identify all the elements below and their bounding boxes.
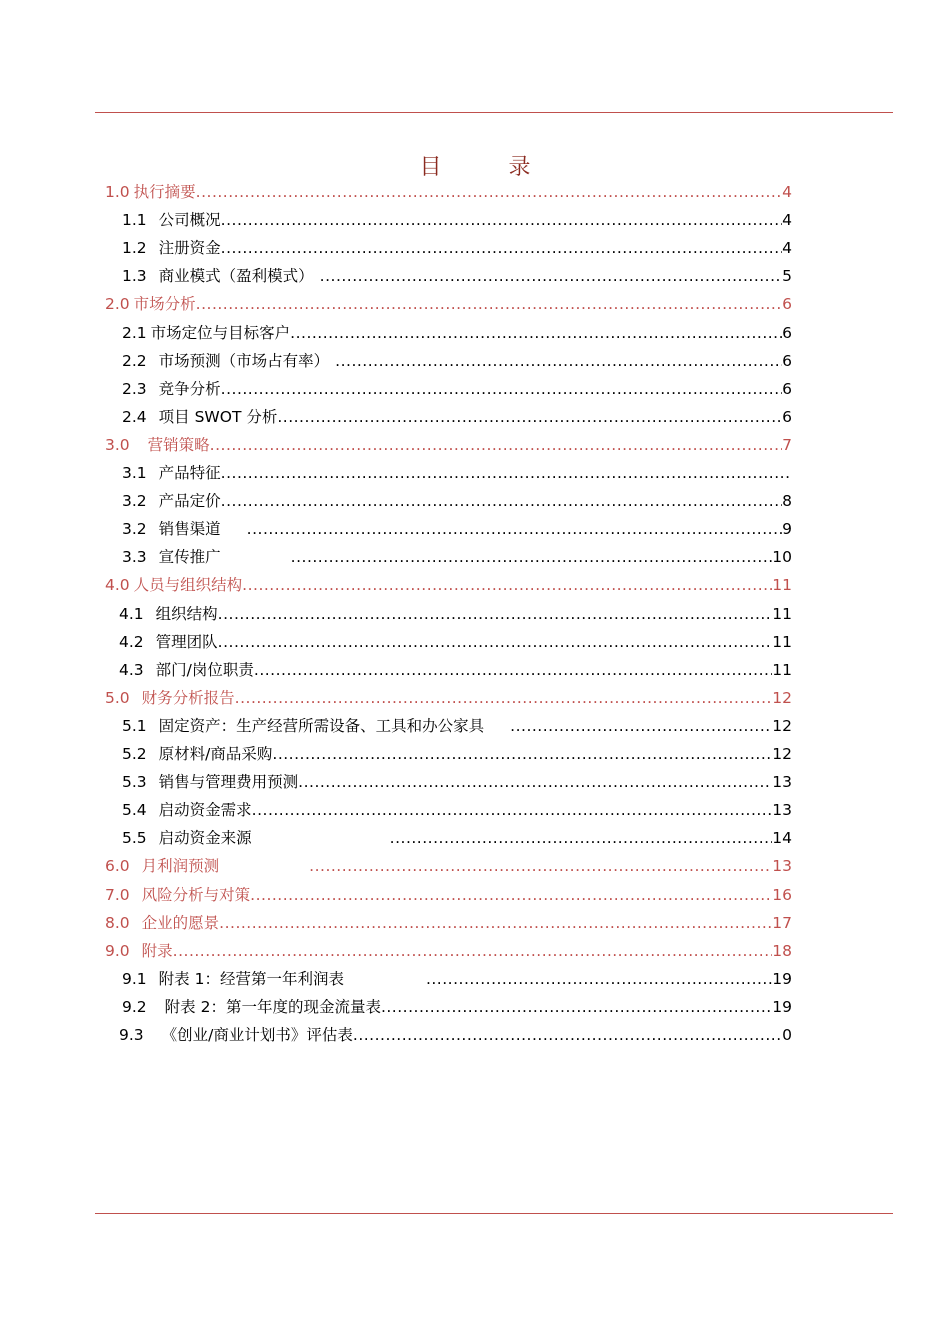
entry-page: 10 xyxy=(772,548,792,567)
entry-text: 启动资金需求 xyxy=(158,801,252,820)
toc-entry[interactable] xyxy=(119,656,792,684)
entry-text: 商业模式（盈利模式） xyxy=(158,267,314,286)
dot-leader xyxy=(219,909,772,937)
entry-page: 16 xyxy=(772,885,792,904)
entry-number: 5.5 xyxy=(122,829,147,848)
toc-entry[interactable] xyxy=(122,347,792,375)
entry-number: 5.1 xyxy=(122,716,147,735)
toc-entry[interactable] xyxy=(122,515,792,543)
entry-number: 8.0 xyxy=(105,913,130,932)
toc-entry[interactable] xyxy=(122,712,792,740)
entry-page: 6 xyxy=(782,351,792,370)
entry-page: 4 xyxy=(782,183,792,201)
entry-text: 附表 1：经营第一年利润表 xyxy=(158,969,344,988)
dot-leader xyxy=(381,993,772,1021)
entry-text: 风险分析与对策 xyxy=(141,885,251,904)
header-rule xyxy=(95,112,893,113)
dot-leader xyxy=(242,571,772,599)
dot-leader xyxy=(210,431,782,459)
entry-page: 8 xyxy=(782,492,792,511)
entry-number: 3.2 xyxy=(122,520,147,539)
toc-entry[interactable] xyxy=(105,290,792,318)
entry-number: 7.0 xyxy=(105,885,130,904)
toc-entry[interactable] xyxy=(105,909,792,937)
toc-entry[interactable] xyxy=(105,178,792,206)
dot-leader xyxy=(196,178,782,206)
entry-page: 11 xyxy=(772,576,792,595)
entry-text: 产品定价 xyxy=(158,492,221,511)
toc-entry[interactable] xyxy=(119,1021,792,1049)
entry-text: 组织结构 xyxy=(155,604,218,623)
entry-number: 9.1 xyxy=(122,969,147,988)
dot-leader xyxy=(426,965,772,993)
entry-text: 附录 xyxy=(141,941,173,960)
entry-text: 销售与管理费用预测 xyxy=(158,773,299,792)
entry-text: 固定资产：生产经营所需设备、工具和办公家具 xyxy=(158,716,485,735)
dot-leader xyxy=(221,234,782,262)
entry-number: 3.3 xyxy=(122,548,147,567)
entry-page: 13 xyxy=(772,801,792,820)
entry-page: 6 xyxy=(782,295,792,314)
entry-page: 6 xyxy=(782,323,792,342)
entry-number: 3.1 xyxy=(122,464,147,482)
toc-entry[interactable] xyxy=(122,768,792,796)
entry-page: 11 xyxy=(772,604,792,623)
entry-page: 12 xyxy=(772,688,792,707)
entry-page: 14 xyxy=(772,829,792,848)
entry-text: 执行摘要 xyxy=(133,183,196,201)
entry-page: 18 xyxy=(772,941,792,960)
toc-entry[interactable] xyxy=(122,965,792,993)
entry-text: 营销策略 xyxy=(147,435,210,454)
toc-entry[interactable] xyxy=(119,628,792,656)
entry-number: 5.2 xyxy=(122,745,147,763)
entry-number: 3.0 xyxy=(105,435,130,454)
entry-number: 9.3 xyxy=(119,1026,144,1044)
toc-entry[interactable] xyxy=(122,796,792,824)
toc-entry[interactable] xyxy=(122,459,792,487)
entry-number: 5.3 xyxy=(122,773,147,792)
dot-leader xyxy=(221,487,782,515)
toc-entry[interactable] xyxy=(105,431,792,459)
dot-leader xyxy=(309,852,772,880)
entry-number: 4.3 xyxy=(119,660,144,679)
entry-page: 13 xyxy=(772,773,792,792)
entry-text: 部门/岗位职责 xyxy=(155,660,254,679)
entry-text: 人员与组织结构 xyxy=(133,576,243,595)
entry-page: 12 xyxy=(772,716,792,735)
dot-leader xyxy=(247,515,782,543)
dot-leader xyxy=(290,319,782,347)
dot-leader xyxy=(173,937,773,965)
entry-text: 市场定位与目标客户 xyxy=(150,323,291,342)
entry-page: 5 xyxy=(782,267,792,286)
dot-leader xyxy=(277,403,782,431)
entry-number: 9.0 xyxy=(105,941,130,960)
entry-text: 公司概况 xyxy=(158,211,221,230)
dot-leader xyxy=(320,262,782,290)
toc-entry[interactable] xyxy=(122,487,792,515)
entry-number: 1.3 xyxy=(122,267,147,286)
entry-page: 19 xyxy=(772,997,792,1016)
entry-number: 4.2 xyxy=(119,632,144,651)
entry-text: 原材料/商品采购 xyxy=(158,745,273,763)
toc-entry[interactable] xyxy=(122,543,792,571)
entry-page: 9 xyxy=(782,520,792,539)
entry-page: 11 xyxy=(772,660,792,679)
entry-page: 6 xyxy=(782,407,792,426)
toc-entry[interactable] xyxy=(122,375,792,403)
dot-leader xyxy=(250,881,772,909)
toc-entry[interactable] xyxy=(122,740,792,768)
entry-text: 附表 2：第一年度的现金流量表 xyxy=(164,997,381,1016)
toc-entry[interactable] xyxy=(119,600,792,628)
toc-entry[interactable] xyxy=(105,937,792,965)
toc-entry[interactable] xyxy=(105,881,792,909)
entry-number: 5.4 xyxy=(122,801,147,820)
dot-leader xyxy=(390,824,773,852)
entry-number: 6.0 xyxy=(105,857,130,876)
entry-page: 7 xyxy=(782,435,792,454)
entry-number: 4.0 xyxy=(105,576,130,595)
entry-text: 销售渠道 xyxy=(158,520,221,539)
entry-number: 1.0 xyxy=(105,183,130,201)
dot-leader xyxy=(221,206,782,234)
entry-text: 竞争分析 xyxy=(158,379,221,398)
toc-entry[interactable] xyxy=(122,993,792,1021)
dot-leader xyxy=(221,375,782,403)
entry-text: 市场预测（市场占有率） xyxy=(158,351,330,370)
dot-leader xyxy=(235,684,773,712)
entry-page: 6 xyxy=(782,379,792,398)
entry-text: 《创业/商业计划书》评估表 xyxy=(161,1026,353,1044)
entry-page: 4 xyxy=(782,211,792,230)
toc-entry[interactable] xyxy=(122,319,792,347)
dot-leader xyxy=(252,796,773,824)
entry-number: 3.2 xyxy=(122,492,147,511)
entry-number: 9.2 xyxy=(122,997,147,1016)
toc-entry[interactable] xyxy=(105,571,792,599)
toc-title: 目 录 xyxy=(419,155,561,180)
toc-entry[interactable] xyxy=(105,684,792,712)
toc-entry[interactable] xyxy=(122,403,792,431)
dot-leader xyxy=(353,1021,782,1049)
entry-number: 4.1 xyxy=(119,604,144,623)
dot-leader xyxy=(510,712,772,740)
dot-leader xyxy=(298,768,772,796)
entry-page: 11 xyxy=(772,632,792,651)
dot-leader xyxy=(218,600,773,628)
dot-leader xyxy=(196,290,782,318)
toc-entry[interactable] xyxy=(122,262,792,290)
entry-number: 2.4 xyxy=(122,407,147,426)
entry-text: 管理团队 xyxy=(155,632,218,651)
entry-text: 财务分析报告 xyxy=(141,688,235,707)
entry-text: 注册资金 xyxy=(158,239,221,258)
entry-number: 2.1 xyxy=(122,323,147,342)
entry-page: 0 xyxy=(782,1026,792,1044)
entry-text: 企业的愿景 xyxy=(141,913,220,932)
dot-leader xyxy=(291,543,773,571)
entry-number: 5.0 xyxy=(105,688,130,707)
entry-number: 1.2 xyxy=(122,239,147,258)
entry-number: 2.3 xyxy=(122,379,147,398)
entry-page: 19 xyxy=(772,969,792,988)
entry-text: 市场分析 xyxy=(133,295,196,314)
entry-page: 17 xyxy=(772,913,792,932)
toc-entry[interactable] xyxy=(105,852,792,880)
dot-leader xyxy=(218,628,773,656)
entry-text: 月利润预测 xyxy=(141,857,220,876)
toc-entry[interactable] xyxy=(122,824,792,852)
dot-leader xyxy=(272,740,772,768)
dot-leader xyxy=(221,459,792,487)
dot-leader xyxy=(335,347,782,375)
entry-number: 2.0 xyxy=(105,295,130,314)
entry-text: 产品特征 xyxy=(158,464,221,482)
entry-text: 项目 SWOT 分析 xyxy=(158,407,278,426)
toc-entry[interactable] xyxy=(122,234,792,262)
entry-number: 2.2 xyxy=(122,351,147,370)
toc-entry[interactable] xyxy=(122,206,792,234)
entry-text: 宣传推广 xyxy=(158,548,221,567)
entry-page: 4 xyxy=(782,239,792,258)
entry-text: 启动资金来源 xyxy=(158,829,252,848)
entry-page: 12 xyxy=(772,745,792,763)
entry-page: 13 xyxy=(772,857,792,876)
dot-leader xyxy=(254,656,772,684)
entry-number: 1.1 xyxy=(122,211,147,230)
footer-rule xyxy=(95,1213,893,1214)
